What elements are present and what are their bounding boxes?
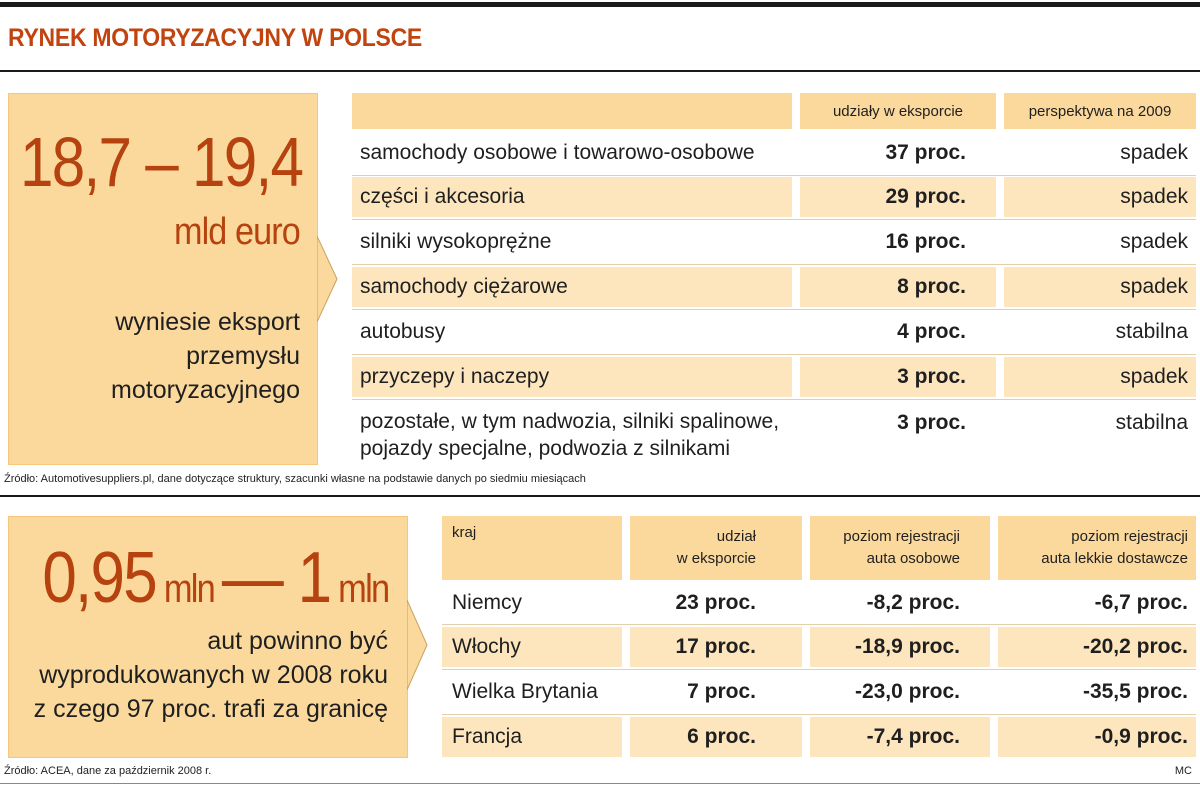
author-credit: MC xyxy=(1174,765,1192,777)
table-row-vans: -20,2 proc. xyxy=(998,627,1196,667)
table-row-share: 17 proc. xyxy=(630,627,802,667)
production-value-high: — 1 xyxy=(221,538,330,618)
table-row-country: Niemcy xyxy=(452,591,523,614)
table-row-share: 6 proc. xyxy=(630,717,802,757)
export-description-line: przemysłu xyxy=(186,342,300,370)
table1-header-share: udziały w eksporcie xyxy=(800,93,996,129)
table-row-cars: -8,2 proc. xyxy=(866,591,960,614)
production-description-line: wyprodukowanych w 2008 roku xyxy=(39,661,388,689)
production-unit: mln xyxy=(155,567,222,611)
export-description-line: wyniesie eksport xyxy=(115,308,300,336)
table-row-name: autobusy xyxy=(360,320,446,343)
panel-arrow-2 xyxy=(407,600,429,690)
source-note-1: Źródło: Automotivesuppliers.pl, dane dotyczące struktury, szacunki własne na podstawie danych po siedmiu miesiącach xyxy=(4,473,586,485)
export-description xyxy=(111,305,300,407)
table-row-outlook: spadek xyxy=(1120,230,1188,253)
table-row-name-line: pojazdy specjalne, podwozia z silnikami xyxy=(360,437,731,460)
export-unit: mld euro xyxy=(174,211,300,253)
table-row-vans: -0,9 proc. xyxy=(998,717,1196,757)
export-value: 18,7 – 19,4 xyxy=(19,123,302,201)
section-divider xyxy=(0,495,1200,497)
table2-header-vans-line: poziom rejestracji xyxy=(1071,528,1188,545)
table-row-outlook: spadek xyxy=(1004,177,1196,217)
table-row-cars: -23,0 proc. xyxy=(854,680,960,703)
export-description-line: motoryzacyjnego xyxy=(111,376,300,404)
table-row-outlook: spadek xyxy=(1004,267,1196,307)
production-description-line: aut powinno być xyxy=(207,627,388,655)
table-row-share: 29 proc. xyxy=(800,177,996,217)
source-note-2: Źródło: ACEA, dane za październik 2008 r. xyxy=(4,765,212,777)
table2-header-share-line: udział xyxy=(716,528,756,545)
table-row-outlook: spadek xyxy=(1004,357,1196,397)
table-row-share: 7 proc. xyxy=(687,680,756,703)
table-row-outlook: stabilna xyxy=(1115,320,1188,343)
table-row-cars: -18,9 proc. xyxy=(810,627,990,667)
production-description xyxy=(34,624,388,726)
production-description-line: z czego 97 proc. trafi za granicę xyxy=(33,695,388,723)
table-row-share: 3 proc. xyxy=(897,411,966,434)
table2-header-cars xyxy=(810,516,990,580)
table-row-name: przyczepy i naczepy xyxy=(352,357,792,397)
top-rule xyxy=(0,2,1200,7)
table-row-share: 37 proc. xyxy=(885,141,966,164)
table-row-outlook: spadek xyxy=(1120,141,1188,164)
table2-header-cars-line: auta osobowe xyxy=(866,550,960,567)
table-row-share: 8 proc. xyxy=(800,267,996,307)
table-row-name xyxy=(360,408,792,462)
table1-header-outlook: perspektywa na 2009 xyxy=(1004,93,1196,129)
row-divider xyxy=(442,624,1196,625)
table-row-vans: -6,7 proc. xyxy=(1094,591,1188,614)
table-row-share: 16 proc. xyxy=(885,230,966,253)
panel-arrow-1 xyxy=(317,236,339,322)
table-row-country: Włochy xyxy=(442,627,622,667)
table2-header-cars-line: poziom rejestracji xyxy=(843,528,960,545)
title-underline xyxy=(0,70,1200,72)
table-row-cars: -7,4 proc. xyxy=(810,717,990,757)
row-divider xyxy=(442,714,1196,715)
table2-header-country: kraj xyxy=(442,516,622,580)
table-row-name: samochody ciężarowe xyxy=(352,267,792,307)
table-row-name-line: pozostałe, w tym nadwozia, silniki spalinowe, xyxy=(360,410,780,433)
table-row-name: samochody osobowe i towarowo-osobowe xyxy=(360,141,755,164)
production-value xyxy=(42,540,388,627)
table2-header-share-line: w eksporcie xyxy=(676,550,756,567)
table-row-outlook: stabilna xyxy=(1115,411,1188,434)
table-row-share: 4 proc. xyxy=(897,320,966,343)
table-row-share: 3 proc. xyxy=(800,357,996,397)
row-divider xyxy=(352,309,1196,310)
table-row-vans: -35,5 proc. xyxy=(1082,680,1188,703)
row-divider xyxy=(352,354,1196,355)
page-title: RYNEK MOTORYZACYJNY W POLSCE xyxy=(8,24,422,52)
row-divider xyxy=(352,399,1196,400)
table-row-country: Francja xyxy=(442,717,622,757)
table2-header-vans xyxy=(998,516,1196,580)
row-divider xyxy=(442,669,1196,670)
row-divider xyxy=(352,219,1196,220)
production-value-low: 0,95 xyxy=(41,538,156,618)
production-unit: mln xyxy=(329,567,388,611)
table-row-country: Wielka Brytania xyxy=(452,680,598,703)
table1-header-name xyxy=(352,93,792,129)
table-row-name: części i akcesoria xyxy=(352,177,792,217)
table-row-share: 23 proc. xyxy=(675,591,756,614)
bottom-rule xyxy=(0,783,1200,784)
table-row-name: silniki wysokoprężne xyxy=(360,230,552,253)
row-divider xyxy=(352,175,1196,176)
table2-header-share xyxy=(630,516,802,580)
table2-header-vans-line: auta lekkie dostawcze xyxy=(1041,550,1188,567)
row-divider xyxy=(352,264,1196,265)
